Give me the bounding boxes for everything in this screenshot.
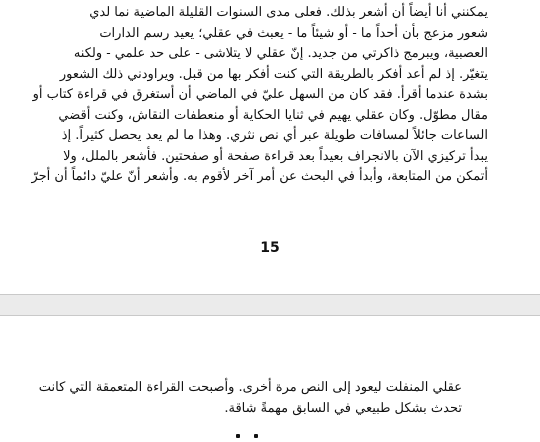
- text-line: أتمكن من المتابعة، وأبدأ في البحث عن أمر آخر لأقوم به. وأشعر أنّ عليّ دائماً أن أجرّ: [31, 169, 488, 184]
- paragraph: [31, 3, 488, 188]
- text-line: الساعات جائلاً لمسافات طويلة عبر أي نص نثري. وهذا ما لم يعد يحصل كثيراً. إذ: [61, 128, 488, 143]
- paragraph: [38, 378, 462, 419]
- page-separator: [0, 294, 540, 316]
- text-line: العصبية، ويبرمج ذاكرتي من جديد. إنّ عقلي لا يتلاشى - على حد علمي - ولكنه: [73, 46, 488, 61]
- text-line: بشدة عندما أقرأ. فقد كان من السهل عليّ في الماضي أن أستغرق في قراءة كتاب أو: [32, 87, 488, 102]
- text-line: مقال مطوّل. وكان عقلي يهيم في ثنايا الحكاية أو منعطفات النقاش، وكنت أقضي: [58, 107, 488, 123]
- glyph-fragment: [236, 434, 240, 438]
- text-line: يبدأ تركيزي الآن بالانجراف بعيداً بعد قراءة صفحة أو صفحتين. فأشعر بالملل، ولا: [63, 148, 488, 164]
- page-number: 15: [260, 240, 280, 256]
- text-line: يمكنني أنا أيضاً أن أشعر بذلك. فعلى مدى السنوات القليلة الماضية نما لدي: [89, 5, 488, 20]
- text-line: شعور مزعج بأن أحداً ما - أو شيئاً ما - يعبث في عقلي؛ يعيد رسم الدارات: [99, 25, 488, 41]
- text-line: يتغيّر. إذ لم أعد أفكر بالطريقة التي كنت أفكر بها من قبل. ويراودني ذلك الشعور: [59, 66, 488, 82]
- document-page-bottom: [0, 316, 540, 440]
- text-line: عقلي المنفلت ليعود إلى النص مرة أخرى. وأصبحت القراءة المتعمقة التي كانت: [38, 380, 462, 395]
- glyph-fragment: [254, 434, 258, 438]
- text-line: تحدث بشكل طبيعي في السابق مهمةً شاقة.: [224, 400, 462, 416]
- cut-off-text-fragment: [232, 434, 272, 442]
